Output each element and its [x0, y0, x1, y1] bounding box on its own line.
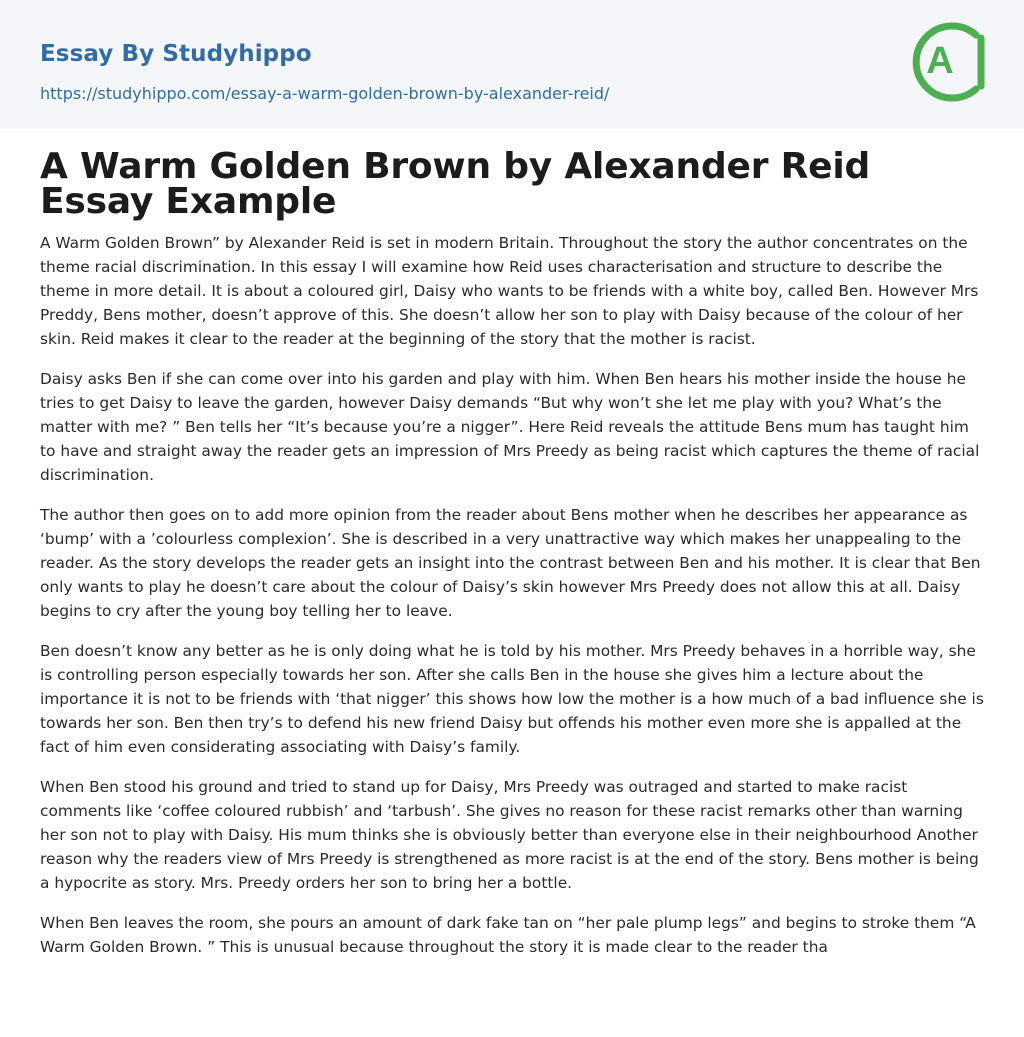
article: [0, 129, 1024, 959]
site-header: [0, 0, 1024, 129]
article-paragraph: When Ben stood his ground and tried to stand up for Daisy, Mrs Preedy was outraged and started to make racist comments like ‘coffee coloured rubbish’ and ‘tarbush’. She gives no reason for these racist remarks other than warning her son not to play with Daisy. His mum thinks she is obviously better than everyone else in their neighbourhood Another reason why the readers view of Mrs Preedy is strengthened as more racist is at the end of the story. Bens mother is being a hypocrite as story. Mrs. Preedy orders her son to bring her a bottle.: [40, 778, 979, 892]
site-brand[interactable]: Essay By Studyhippo: [40, 41, 312, 67]
page-url-link[interactable]: https://studyhippo.com/essay-a-warm-golden-brown-by-alexander-reid/: [40, 84, 610, 103]
article-paragraph: Ben doesn’t know any better as he is only doing what he is told by his mother. Mrs Preedy behaves in a horrible way, she is controlling person especially towards her son. After she calls Ben in the house she gives him a lecture about the importance it is not to be friends with ‘that nigger’ this shows how low the mother is a how much of a bad influence she is towards her son. Ben then try’s to defend his new friend Daisy but offends his mother even more she is appalled at the fact of him even considerating associating with Daisy’s family.: [40, 642, 984, 756]
article-paragraph: Daisy asks Ben if she can come over into his garden and play with him. When Ben hears his mother inside the house he tries to get Daisy to leave the garden, however Daisy demands “But why won’t she let me play with you? What’s the matter with me? ” Ben tells her “It’s because you’re a nigger”. Here Reid reveals the attitude Bens mum has taught him to have and straight away the reader gets an impression of Mrs Preedy as being racist which captures the theme of racial discrimination.: [40, 370, 980, 484]
article-paragraph: A Warm Golden Brown” by Alexander Reid is set in modern Britain. Throughout the story the author concentrates on the theme racial discrimination. In this essay I will examine how Reid uses characterisation and structure to describe the theme in more detail. It is about a coloured girl, Daisy who wants to be friends with a white boy, called Ben. However Mrs Preddy, Bens mother, doesn’t approve of this. She doesn’t allow her son to play with Daisy because of the colour of her skin. Reid makes it clear to the reader at the beginning of the story that the mother is racist.: [40, 234, 979, 348]
article-title: A Warm Golden Brown by Alexander Reid Essay Example: [40, 146, 871, 222]
article-paragraph: When Ben leaves the room, she pours an amount of dark fake tan on “her pale plump legs” and begins to stroke them “A Warm Golden Brown. ” This is unusual because throughout the story it is made clear to the reader tha: [40, 914, 976, 956]
studyhippo-logo-icon[interactable]: [910, 18, 988, 106]
article-paragraph: The author then goes on to add more opinion from the reader about Bens mother when he describes her appearance as ‘bump’ with a ’colourless complexion’. She is described in a very unattractive way which makes her unappealing to the reader. As the story develops the reader gets an insight into the contrast between Ben and his mother. It is clear that Ben only wants to play he doesn’t care about the colour of Daisy’s skin however Mrs Preedy does not allow this at all. Daisy begins to cry after the young boy telling her to leave.: [40, 506, 981, 620]
logo-letter: A: [926, 40, 954, 82]
